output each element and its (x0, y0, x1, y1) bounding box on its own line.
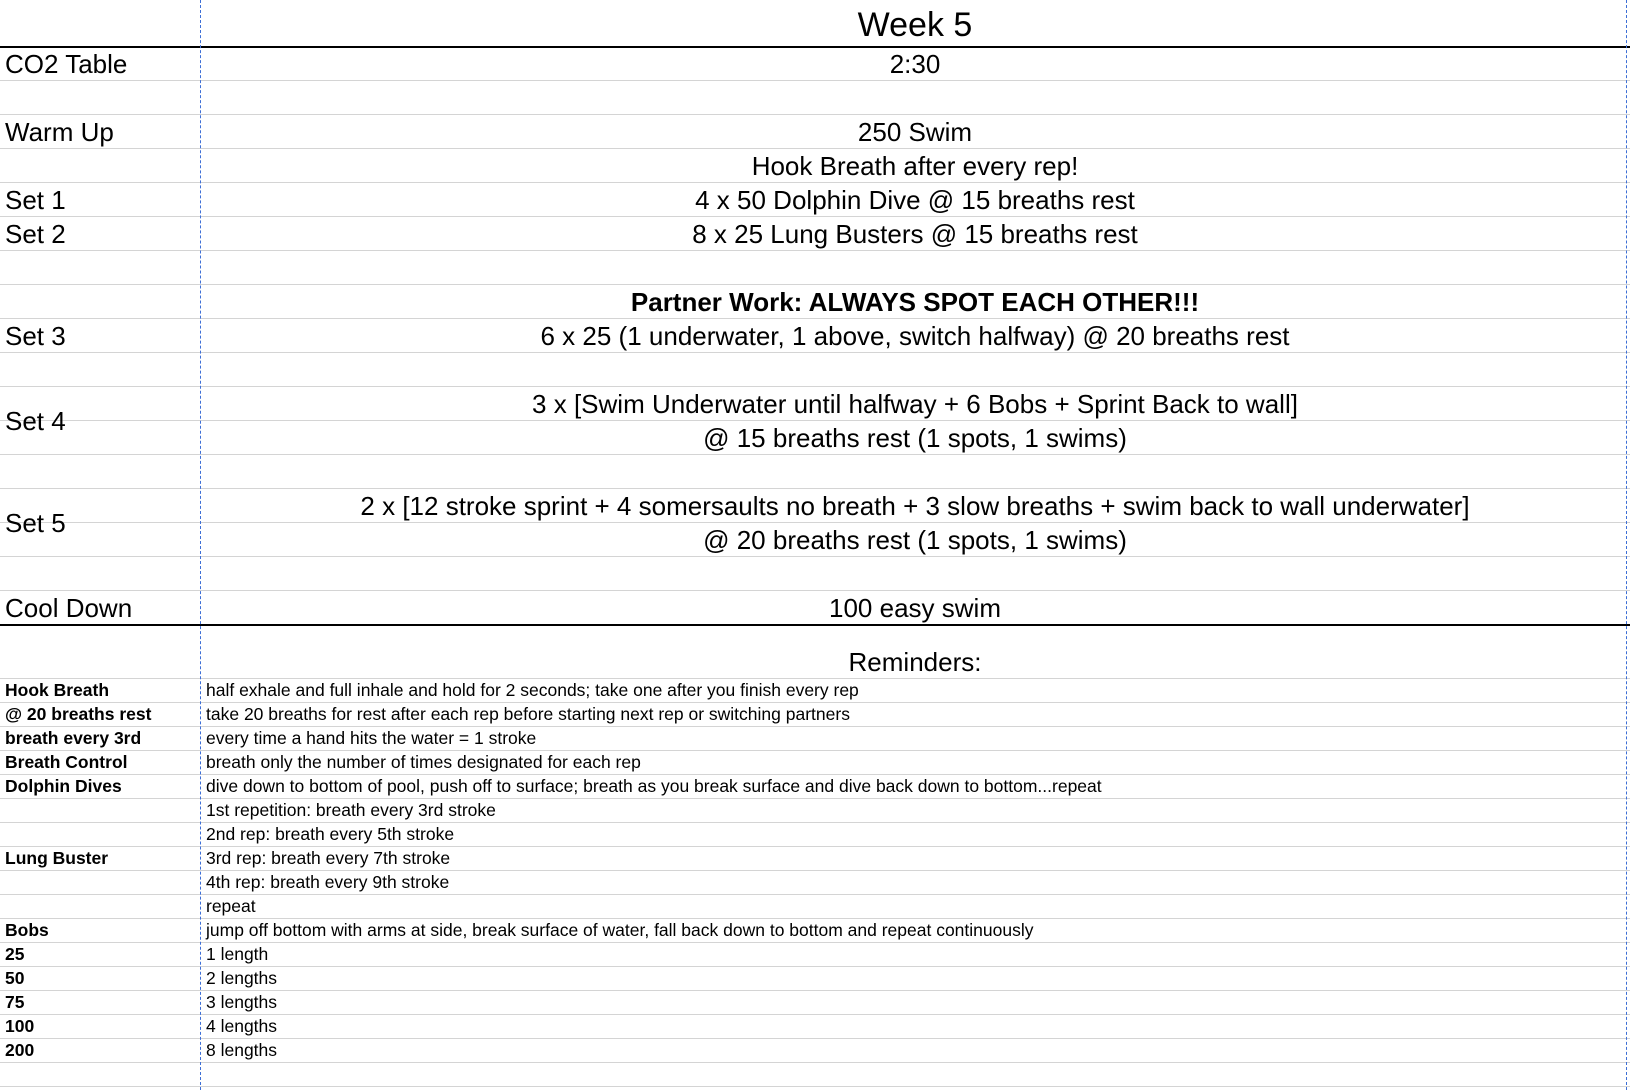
row-divider (0, 942, 1630, 943)
row-divider (0, 556, 1630, 557)
def-breath-control: breath only the number of times designated for each rep (206, 752, 641, 772)
row-divider (0, 1038, 1630, 1039)
term-20-breaths-rest: @ 20 breaths rest (5, 704, 152, 724)
row-divider (0, 846, 1630, 847)
def-50: 2 lengths (206, 968, 278, 988)
term-bobs: Bobs (5, 920, 49, 940)
row-divider (0, 284, 1630, 285)
term-hook-breath: Hook Breath (5, 680, 110, 700)
row-divider (0, 522, 1630, 523)
def-lung-buster-line: 3rd rep: breath every 7th stroke (206, 848, 451, 868)
row-divider (0, 182, 1630, 183)
row-divider (0, 678, 1630, 679)
set3-label: Set 3 (5, 321, 66, 351)
set4-line2: @ 15 breaths rest (1 spots, 1 swims) (703, 423, 1127, 453)
def-75: 3 lengths (206, 992, 278, 1012)
def-lung-buster-line: 2nd rep: breath every 5th stroke (206, 824, 455, 844)
cooldown-value: 100 easy swim (829, 593, 1001, 623)
cooldown-label: Cool Down (5, 593, 133, 623)
co2-label: CO2 Table (5, 49, 128, 79)
row-divider (0, 966, 1630, 967)
co2-value: 2:30 (889, 49, 941, 79)
def-breath-every-3rd: every time a hand hits the water = 1 stroke (206, 728, 537, 748)
row-divider (0, 454, 1630, 455)
term-25: 25 (5, 944, 25, 964)
def-dolphin-dives: dive down to bottom of pool, push off to surface; breath as you break surface and dive back down to bottom...repeat (206, 776, 1102, 796)
row-divider (0, 216, 1630, 217)
row-divider (0, 870, 1630, 871)
set1-value: 4 x 50 Dolphin Dive @ 15 breaths rest (695, 185, 1135, 215)
row-divider (0, 80, 1630, 81)
term-breath-control: Breath Control (5, 752, 128, 772)
title-divider (0, 46, 1630, 48)
def-lung-buster-line: repeat (206, 896, 256, 916)
row-divider (0, 352, 1630, 353)
row-divider (0, 774, 1630, 775)
def-20-breaths-rest: take 20 breaths for rest after each rep before starting next rep or switching partners (206, 704, 850, 724)
set2-value: 8 x 25 Lung Busters @ 15 breaths rest (692, 219, 1138, 249)
row-divider (0, 1086, 1630, 1087)
def-lung-buster-line: 1st repetition: breath every 3rd stroke (206, 800, 496, 820)
row-divider (0, 590, 1630, 591)
row-divider (0, 1014, 1630, 1015)
row-divider (0, 822, 1630, 823)
set4-line1: 3 x [Swim Underwater until halfway + 6 Bobs + Sprint Back to wall] (532, 389, 1298, 419)
workout-end-divider (0, 624, 1630, 626)
set3-value: 6 x 25 (1 underwater, 1 above, switch halfway) @ 20 breaths rest (540, 321, 1290, 351)
term-dolphin-dives: Dolphin Dives (5, 776, 122, 796)
row-divider (0, 318, 1630, 319)
set5-line1: 2 x [12 stroke sprint + 4 somersaults no breath + 3 slow breaths + swim back to wall underwater] (360, 491, 1470, 521)
row-divider (0, 726, 1630, 727)
row-divider (0, 750, 1630, 751)
set2-label: Set 2 (5, 219, 66, 249)
def-200: 8 lengths (206, 1040, 278, 1060)
set5-label: Set 5 (5, 508, 66, 538)
page-title: Week 5 (857, 6, 973, 44)
row-divider (0, 702, 1630, 703)
term-50: 50 (5, 968, 25, 988)
warmup-value: 250 Swim (857, 117, 973, 147)
term-breath-every-3rd: breath every 3rd (5, 728, 142, 748)
reminders-heading: Reminders: (848, 647, 982, 677)
hook-note: Hook Breath after every rep! (751, 151, 1079, 181)
def-100: 4 lengths (206, 1016, 278, 1036)
row-divider (0, 1062, 1630, 1063)
row-divider (0, 148, 1630, 149)
row-divider (0, 420, 1630, 421)
term-200: 200 (5, 1040, 35, 1060)
warmup-label: Warm Up (5, 117, 114, 147)
def-bobs: jump off bottom with arms at side, break surface of water, fall back down to bottom and repeat continuously (206, 920, 1034, 940)
set1-label: Set 1 (5, 185, 66, 215)
row-divider (0, 798, 1630, 799)
row-divider (0, 250, 1630, 251)
row-divider (0, 894, 1630, 895)
column-divider (200, 0, 201, 1090)
set4-label: Set 4 (5, 406, 66, 436)
row-divider (0, 386, 1630, 387)
partner-heading: Partner Work: ALWAYS SPOT EACH OTHER!!! (630, 287, 1200, 317)
set5-line2: @ 20 breaths rest (1 spots, 1 swims) (703, 525, 1127, 555)
term-lung-buster: Lung Buster (5, 848, 109, 868)
def-lung-buster-line: 4th rep: breath every 9th stroke (206, 872, 450, 892)
term-100: 100 (5, 1016, 35, 1036)
term-75: 75 (5, 992, 25, 1012)
row-divider (0, 990, 1630, 991)
def-25: 1 length (206, 944, 269, 964)
def-hook-breath: half exhale and full inhale and hold for 2 seconds; take one after you finish every rep (206, 680, 859, 700)
row-divider (0, 114, 1630, 115)
row-divider (0, 488, 1630, 489)
row-divider (0, 918, 1630, 919)
